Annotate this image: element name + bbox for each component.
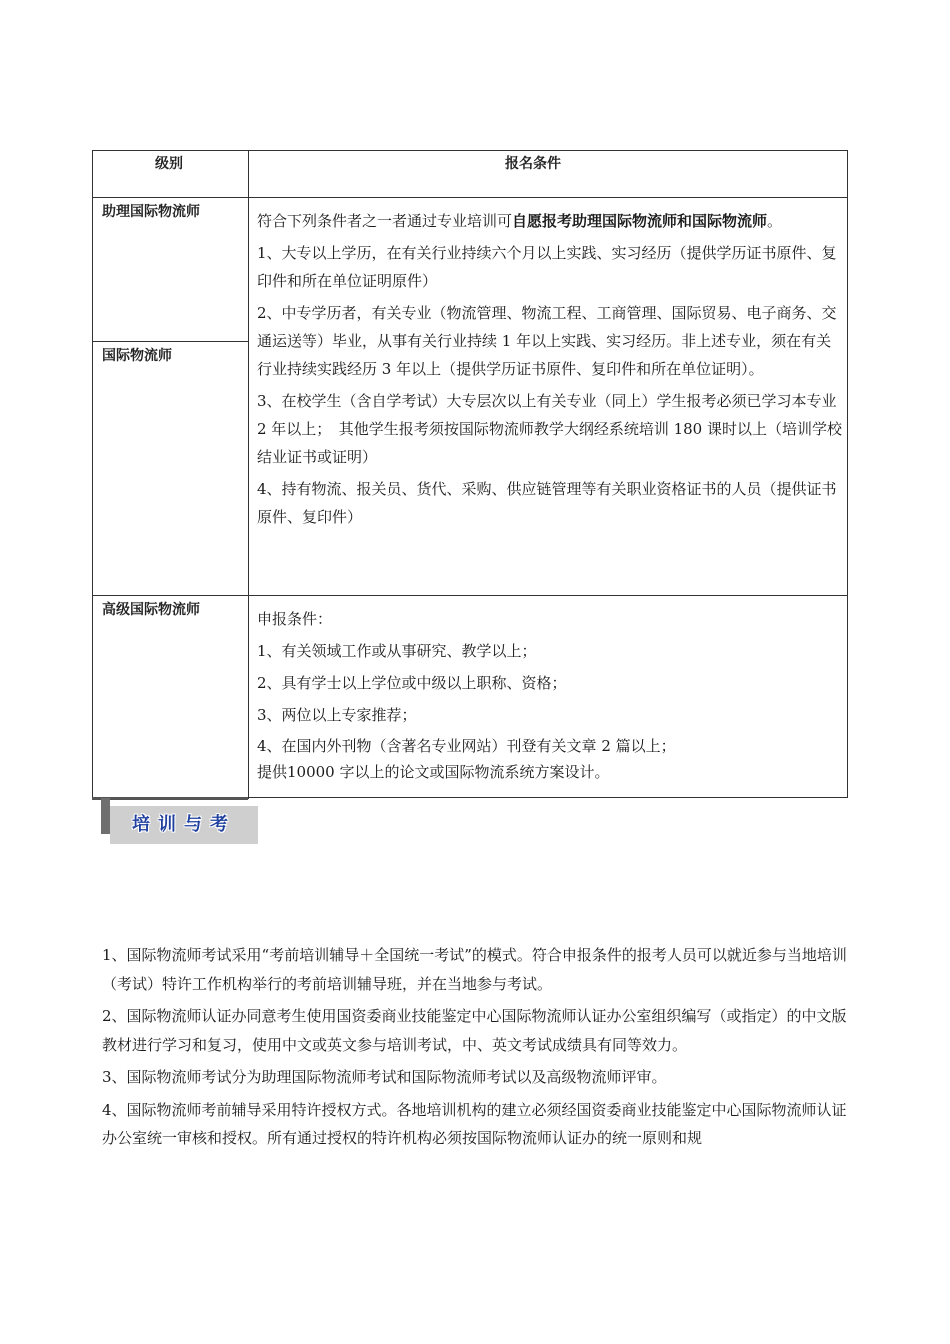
paragraph: 1、国际物流师考试采用“考前培训辅导＋全国统一考试”的模式。符合申报条件的报考人员可以就近参与当地培训（考试）特许工作机构举行的考前培训辅导班，并在当地参与考试。	[102, 946, 847, 993]
senior-condition-item: 3、两位以上专家推荐；	[257, 706, 417, 724]
senior-condition-item: 提供10000 字以上的论文或国际物流系统方案设计。	[257, 763, 610, 781]
senior-condition-item: 2、具有学士以上学位或中级以上职称、资格；	[257, 674, 567, 692]
header-row-divider	[93, 197, 847, 198]
paragraph: 4、国际物流师考前辅导采用特许授权方式。各地培训机构的建立必须经国资委商业技能鉴定中心国际物流师认证办公室统一审核和授权。所有通过授权的特许机构必须按国际物流师认证办的统一原则和规	[102, 1100, 847, 1147]
condition-item: 3、在校学生（含自学考试）大专层次以上有关专业（同上）学生报考必须已学习本专业 2 年以上； 其他学生报考须按国际物流师教学大纲经系统培训 180 课时以上（培训学校结业证书或证明）	[257, 392, 842, 466]
level-assistant: 助理国际物流师	[102, 204, 200, 220]
section-banner-title: 培训与考	[132, 814, 236, 835]
level-senior: 高级国际物流师	[102, 602, 200, 618]
level-standard: 国际物流师	[102, 348, 172, 364]
body-text	[102, 941, 850, 1157]
condition-item: 4、持有物流、报关员、货代、采购、供应链管理等有关职业资格证书的人员（提供证书原件、复印件）	[257, 480, 837, 526]
condition-item: 2、中专学历者，有关专业（物流管理、物流工程、工商管理、国际贸易、电子商务、交通运送等）毕业，从事有关行业持续 1 年以上实践、实习经历。非上述专业，须在有关行业持续实践经历 3 年以上（提供学历证书原件、复印件和所在单位证明）。	[257, 304, 837, 378]
conditions-cell	[257, 207, 843, 531]
senior-row-divider	[93, 595, 847, 596]
registration-conditions-table	[92, 150, 848, 798]
header-conditions: 报名条件	[505, 156, 561, 172]
senior-conditions-cell	[257, 605, 843, 785]
section-banner	[110, 806, 258, 844]
header-level: 级别	[155, 156, 183, 172]
senior-conditions-title: 申报条件：	[257, 610, 333, 628]
column-divider	[248, 151, 249, 799]
level-row-divider	[93, 341, 248, 342]
paragraph: 3、国际物流师考试分为助理国际物流师考试和国际物流师考试以及高级物流师评审。	[102, 1068, 667, 1086]
banner-shadow	[101, 798, 110, 834]
condition-item: 1、大专以上学历，在有关行业持续六个月以上实践、实习经历（提供学历证书原件、复印件和所在单位证明原件）	[257, 244, 837, 290]
paragraph: 2、国际物流师认证办同意考生使用国资委商业技能鉴定中心国际物流师认证办公室组织编写（或指定）的中文版教材进行学习和复习，使用中文或英文参与培训考试，中、英文考试成绩具有同等效力。	[102, 1007, 847, 1054]
banner-top-line	[92, 797, 248, 800]
senior-condition-item: 1、有关领域工作或从事研究、教学以上；	[257, 642, 537, 660]
senior-condition-item: 4、在国内外刊物（含著名专业网站）刊登有关文章 2 篇以上；	[257, 737, 676, 755]
conditions-intro: 符合下列条件者之一者通过专业培训可自愿报考助理国际物流师和国际物流师。	[257, 212, 783, 230]
